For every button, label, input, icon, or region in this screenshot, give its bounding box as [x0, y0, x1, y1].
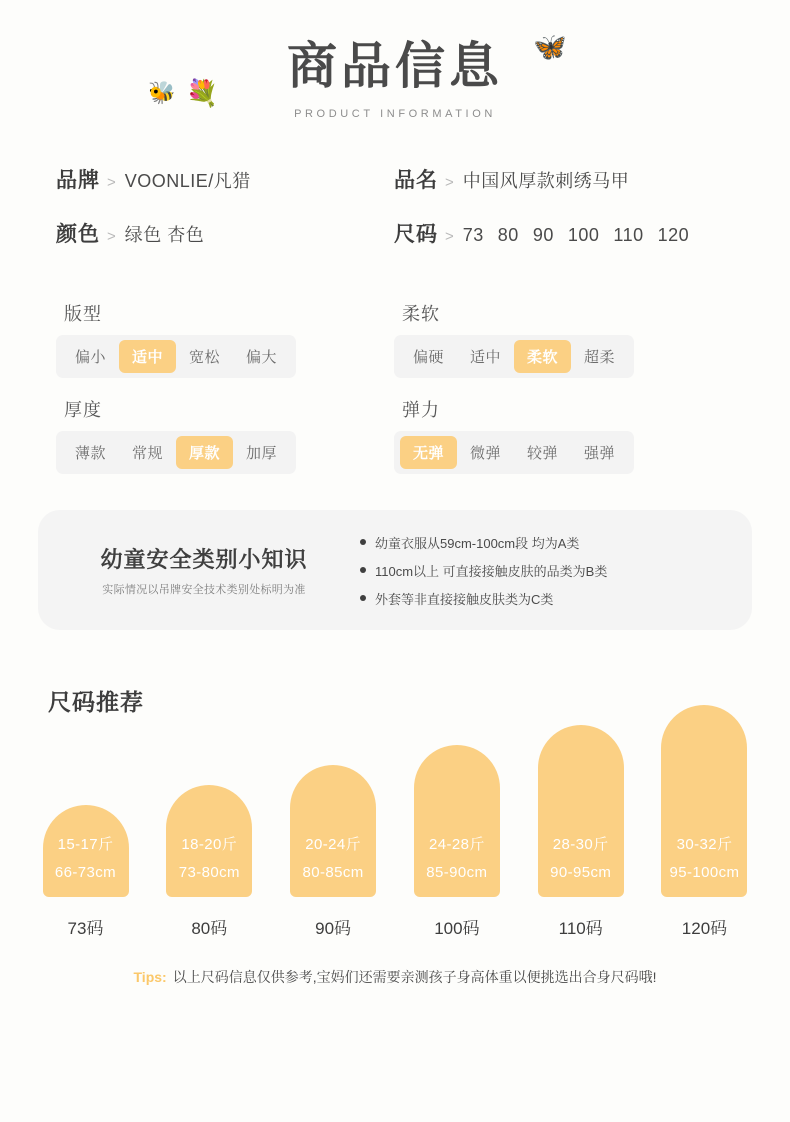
- option-pill-selected[interactable]: 无弹: [400, 436, 457, 469]
- option-pill[interactable]: 加厚: [246, 445, 278, 462]
- size-bar: [282, 765, 385, 939]
- tips-keyword: Tips:: [133, 969, 167, 985]
- page-header: [0, 0, 790, 150]
- knowledge-item: [360, 589, 726, 608]
- option-pill[interactable]: 超柔: [584, 349, 616, 366]
- size-bar-weight: 24-28斤: [429, 836, 485, 853]
- spec-value: VOONLIE/凡猎: [124, 171, 251, 191]
- attr-title: 版型: [64, 304, 102, 324]
- size-bar-body: [43, 805, 129, 897]
- attribute-section: [0, 272, 790, 474]
- size-token: 100: [567, 225, 600, 245]
- size-token: 120: [657, 225, 690, 245]
- size-bar-label: 90码: [315, 919, 352, 938]
- tips-text: 以上尺码信息仅供参考,宝妈们还需要亲测孩子身高体重以便挑选出合身尺码哦!: [172, 969, 657, 985]
- size-token: 73: [462, 225, 484, 245]
- size-bar-height: 66-73cm: [54, 864, 117, 881]
- attr-options-elasticity[interactable]: [394, 431, 634, 474]
- product-specs: [0, 164, 790, 248]
- size-bar-weight: 28-30斤: [552, 836, 609, 853]
- size-bar-height: 95-100cm: [669, 864, 740, 881]
- attr-group-fit: [56, 282, 394, 378]
- tips-note: [0, 967, 790, 987]
- attr-title: 厚度: [64, 400, 102, 420]
- knowledge-list: [344, 524, 726, 617]
- size-bar-weight: 18-20斤: [181, 836, 238, 853]
- bullet-icon: [360, 567, 366, 573]
- chevron-right-icon: >: [445, 174, 454, 191]
- option-pill[interactable]: 偏大: [246, 349, 278, 366]
- knowledge-item: [360, 533, 726, 552]
- size-bar-weight: 20-24斤: [305, 836, 361, 853]
- size-bar-weight: 30-32斤: [676, 836, 733, 853]
- knowledge-item-text: 外套等非直接接触皮肤类为C类: [375, 591, 554, 607]
- option-pill-selected[interactable]: 柔软: [514, 340, 571, 373]
- option-pill-selected[interactable]: 适中: [119, 340, 176, 373]
- spec-label: 尺码: [394, 223, 438, 246]
- size-bar-body: [414, 745, 500, 897]
- size-token: 80: [497, 225, 519, 245]
- spec-size: [394, 218, 689, 248]
- size-chart: [0, 739, 790, 939]
- spec-label: 品名: [394, 169, 438, 192]
- size-bar: [529, 725, 632, 939]
- size-bar-height: 85-90cm: [426, 864, 488, 881]
- size-recommend-title: 尺码推荐: [48, 689, 144, 715]
- size-bar: [158, 785, 261, 939]
- spec-value: 绿色 杏色: [124, 225, 205, 245]
- spec-size-list: [463, 225, 689, 246]
- size-bar-body: [661, 705, 747, 897]
- size-bar-weight: 15-17斤: [57, 836, 114, 853]
- option-pill[interactable]: 薄款: [75, 445, 107, 462]
- size-bar-label: 120码: [681, 919, 728, 938]
- bee-icon: 🐝: [148, 80, 176, 105]
- size-bar: [405, 745, 508, 939]
- size-token: 90: [532, 225, 554, 245]
- page-subtitle: PRODUCT INFORMATION: [294, 108, 496, 120]
- bullet-icon: [360, 539, 366, 545]
- chevron-right-icon: >: [445, 228, 454, 245]
- page-title: 商品信息: [287, 37, 503, 95]
- knowledge-heading-block: [64, 543, 344, 597]
- size-bar-height: 80-85cm: [302, 864, 364, 881]
- flower-icon: 💐: [186, 78, 219, 108]
- spec-brand: [56, 164, 394, 194]
- knowledge-item: [360, 561, 726, 580]
- size-bar-label: 73码: [67, 919, 104, 938]
- spec-value: 中国风厚款刺绣马甲: [462, 171, 630, 191]
- knowledge-subtitle: 实际情况以吊牌安全技术类别处标明为准: [102, 584, 306, 596]
- size-bar: [653, 705, 756, 939]
- spec-color: [56, 218, 394, 248]
- bullet-icon: [360, 595, 366, 601]
- attr-group-softness: [394, 282, 634, 378]
- chevron-right-icon: >: [107, 228, 116, 245]
- size-bar-body: [290, 765, 376, 897]
- size-token: 110: [613, 225, 644, 245]
- attr-options-thickness[interactable]: [56, 431, 296, 474]
- attr-title: 弹力: [402, 400, 440, 420]
- option-pill-selected[interactable]: 厚款: [176, 436, 233, 469]
- safety-knowledge-box: [38, 510, 752, 630]
- size-bar-height: 73-80cm: [178, 864, 240, 881]
- size-bar-body: [538, 725, 624, 897]
- knowledge-item-text: 幼童衣服从59cm-100cm段 均为A类: [375, 535, 580, 551]
- size-bar-label: 80码: [191, 919, 228, 938]
- size-bar-body: [166, 785, 252, 897]
- spec-product-name: [394, 164, 629, 194]
- option-pill[interactable]: 常规: [132, 445, 164, 462]
- size-bar-label: 100码: [434, 919, 480, 938]
- knowledge-title: 幼童安全类别小知识: [100, 547, 308, 572]
- option-pill[interactable]: 偏硬: [413, 349, 445, 366]
- butterfly-icon: 🦋: [533, 32, 567, 62]
- size-bar-height: 90-95cm: [550, 864, 612, 881]
- option-pill[interactable]: 偏小: [75, 349, 107, 366]
- spec-label: 品牌: [56, 169, 100, 192]
- attr-group-elasticity: [394, 378, 634, 474]
- size-bar: [34, 805, 137, 939]
- knowledge-item-text: 110cm以上 可直接接触皮肤的品类为B类: [375, 563, 608, 579]
- attr-title: 柔软: [402, 304, 440, 324]
- option-pill[interactable]: 强弹: [584, 445, 616, 462]
- spec-label: 颜色: [56, 223, 100, 246]
- spec-row: [56, 218, 734, 248]
- size-bar-label: 110码: [558, 919, 603, 938]
- option-pill[interactable]: 宽松: [189, 349, 221, 366]
- attr-options-fit[interactable]: [56, 335, 296, 378]
- spec-row: [56, 164, 734, 194]
- option-pill[interactable]: 微弹: [470, 445, 502, 462]
- attr-group-thickness: [56, 378, 394, 474]
- option-pill[interactable]: 适中: [470, 349, 502, 366]
- attr-options-softness[interactable]: [394, 335, 634, 378]
- option-pill[interactable]: 较弹: [527, 445, 559, 462]
- chevron-right-icon: >: [107, 174, 116, 191]
